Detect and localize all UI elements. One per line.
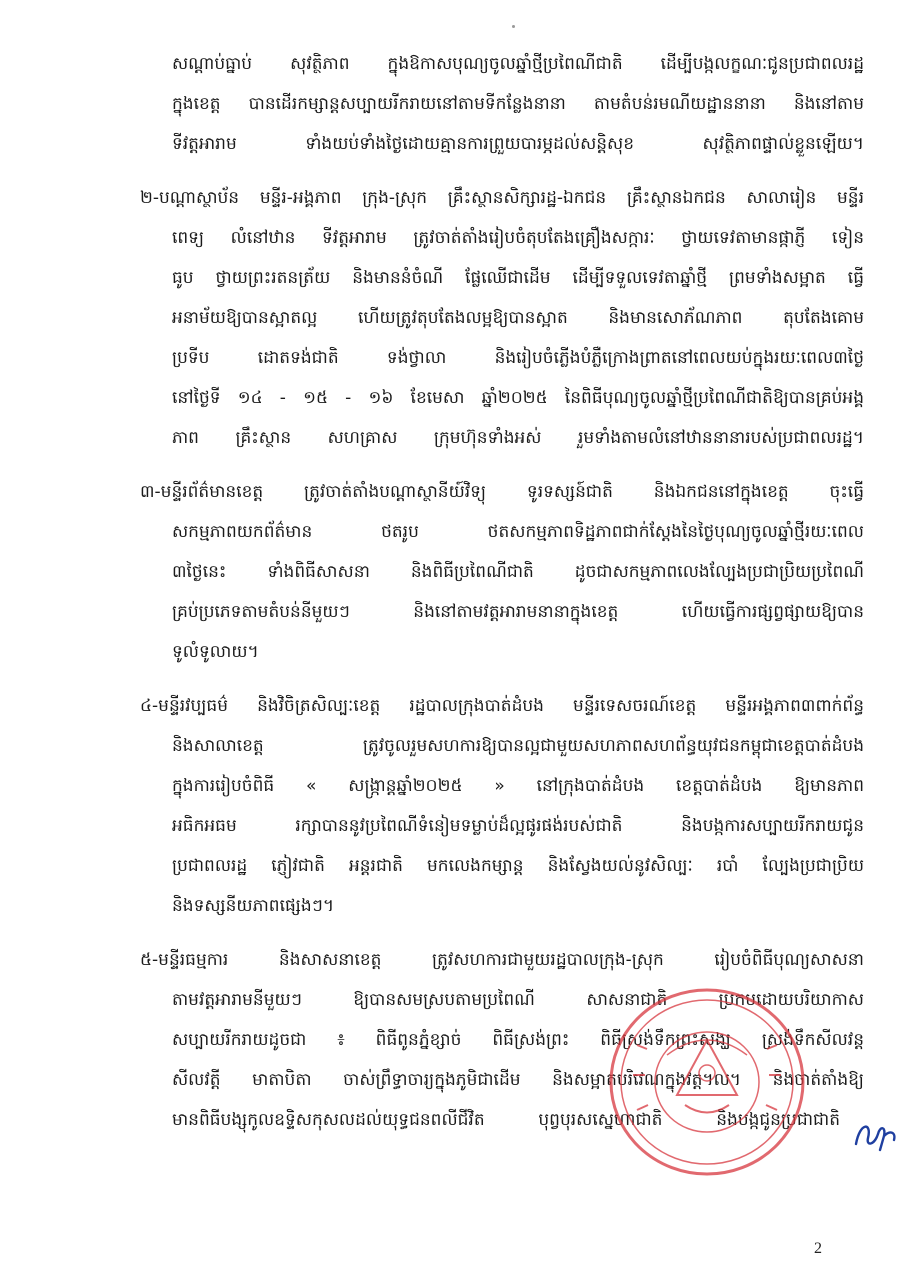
text-line: អនាម័យឱ្យបានស្អាតល្អ ហើយត្រូវតុបតែងលម្អឱ្យបានស្អាត និងមានសោភ័ណភាព តុបតែងគោម [172, 308, 864, 328]
text-line: ៥-មន្ទីរធម្មការ និងសាសនាខេត្ត ត្រូវសហការជាមួយរដ្ឋបាលក្រុង-ស្រុក រៀបចំពិធីបុណ្យសាសនា [140, 950, 864, 970]
text-line: គ្រប់ប្រភេទតាមតំបន់នីមួយៗ និងនៅតាមវត្តអារាមនានាក្នុងខេត្ត ហើយធ្វើការផ្សព្វផ្សាយឱ្យបាន [172, 602, 864, 622]
text-line: និងសាលាខេត្ត ត្រូវចូលរួមសហការឱ្យបានល្អជាមួយសហភាពសហព័ន្ធយុវជនកម្ពុជាខេត្តបាត់ដំបង [172, 736, 864, 756]
text-line: និងទស្សនីយភាពផ្សេងៗ។ [172, 896, 335, 916]
text-line: ៣-មន្ទីរព័ត៌មានខេត្ត ត្រូវចាត់តាំងបណ្តាស្ថានីយ៍វិទ្យុ ទូរទស្សន៍ជាតិ និងឯកជននៅក្នុងខេត្ត ចុះធ្វើ [140, 482, 864, 502]
text-line: ធូប ថ្វាយព្រះរតនត្រ័យ និងមាននំចំណី ផ្លែឈើជាដើម ដើម្បីទទួលទេវតាឆ្នាំថ្មី ព្រមទាំងសម្អាត ធ្វើ [172, 268, 864, 288]
text-line: អធិកអធម រក្សាបាននូវប្រពៃណីទំនៀមទម្លាប់ដ៏ល្អផូរផង់របស់ជាតិ និងបង្កការសប្បាយរីករាយជូន [172, 816, 864, 836]
signature-mark-icon [850, 1116, 900, 1156]
scan-speck [512, 25, 515, 28]
page-number: 2 [814, 1240, 822, 1257]
text-line: មានពិធីបង្សុកូលឧទ្ទិសកុសលដល់យុទ្ធជនពលីជីវិត បុព្វបុរសស្នេហាជាតិ និងបង្កជូនប្រជាជាតិ [172, 1110, 840, 1130]
text-line: សកម្មភាពយកព័ត៌មាន ថតរូប ថតសកម្មភាពទិដ្ឋភាពជាក់ស្តែងនៃថ្ងៃបុណ្យចូលឆ្នាំថ្មីរយៈពេល [172, 522, 864, 542]
text-line: ពេទ្យ លំនៅឋាន ទីវត្តអារាម ត្រូវចាត់តាំងរៀបចំតុបតែងគ្រឿងសក្ការៈ ថ្វាយទេវតាមានផ្កាភ្ញី ទៀន [172, 228, 864, 248]
text-line: ក្នុងខេត្ត បានដើរកម្សាន្តសប្បាយរីករាយនៅតាមទីកន្លែងនានា តាមតំបន់រមណីយដ្ឋាននានា និងនៅតាម [172, 94, 864, 114]
text-line: សណ្តាប់ធ្នាប់ សុវត្ថិភាព ក្នុងឱកាសបុណ្យចូលឆ្នាំថ្មីប្រពៃណីជាតិ ដើម្បីបង្កលក្ខណៈជូនប្រជាពលរដ្ឋ [172, 54, 864, 74]
text-line: ២-បណ្តាស្ថាប័ន មន្ទីរ-អង្គភាព ក្រុង-ស្រុក គ្រឹះស្ថានសិក្សារដ្ឋ-ឯកជន គ្រឹះស្ថានឯកជន សាលារៀន មន្ទីរ [140, 188, 864, 208]
text-line: តាមវត្តអារាមនីមួយៗ ឱ្យបានសមស្របតាមប្រពៃណី សាសនាជាតិ ប្រកបដោយបរិយាកាស [172, 990, 864, 1010]
text-line: ៤-មន្ទីរវប្បធម៌ និងវិចិត្រសិល្បៈខេត្ត រដ្ឋបាលក្រុងបាត់ដំបង មន្ទីរទេសចរណ៍ខេត្ត មន្ទីរអង្គភាព៣ពាក់ព័ន្ធ [140, 696, 864, 716]
text-line: ក្នុងការរៀបចំពិធី « សង្ក្រាន្តឆ្នាំ២០២៥ » នៅក្រុងបាត់ដំបង ខេត្តបាត់ដំបង ឱ្យមានភាព [172, 776, 864, 796]
text-line: ទូលំទូលាយ។ [172, 642, 259, 662]
text-line: ប្រជាពលរដ្ឋ ភ្ញៀវជាតិ អន្តរជាតិ មកលេងកម្សាន្ត និងស្វែងយល់នូវសិល្បៈ របាំ ល្បែងប្រជាប្រិយ [172, 856, 864, 876]
text-line: សីលវត្តី មាតាបិតា ចាស់ព្រឹទ្ធាចារ្យក្នុងភូមិជាដើម និងសម្អាតបរិវេណក្នុងវត្ត។ល។ និងចាត់តាំងឱ្យ [172, 1070, 864, 1090]
text-line: ភាព គ្រឹះស្ថាន សហគ្រាស ក្រុមហ៊ុនទាំងអស់ រួមទាំងតាមលំនៅឋាននានារបស់ប្រជាពលរដ្ឋ។ [172, 428, 864, 448]
text-line: ទីវត្តអារាម ទាំងយប់ទាំងថ្ងៃដោយគ្មានការព្រួយបារម្ភដល់សន្តិសុខ សុវត្ថិភាពផ្ទាល់ខ្លួនឡើយ។ [172, 134, 864, 154]
text-line: ប្រទីប ដោតទង់ជាតិ ទង់ថ្វាលា និងរៀបចំភ្លើងបំភ្លឺក្រោងព្រាតនៅពេលយប់ក្នុងរយៈពេល៣ថ្ងៃ [172, 348, 864, 368]
text-line: ៣ថ្ងៃនេះ ទាំងពិធីសាសនា និងពិធីប្រពៃណីជាតិ ដូចជាសកម្មភាពលេងល្បែងប្រជាប្រិយប្រពៃណី [172, 562, 864, 582]
text-line: នៅថ្ងៃទី ១៤ - ១៥ - ១៦ ខែមេសា ឆ្នាំ២០២៥ នៃពិធីបុណ្យចូលឆ្នាំថ្មីប្រពៃណីជាតិឱ្យបានគ្រប់អង្គ [172, 388, 864, 408]
text-line: សប្បាយរីករាយដូចជា ៖ ពិធីពូនភ្នំខ្សាច់ ពិធីស្រង់ព្រះ ពិធីស្រង់ទឹកព្រះសង្ឃ ស្រង់ទឹកសីលវន្ត [172, 1030, 864, 1050]
